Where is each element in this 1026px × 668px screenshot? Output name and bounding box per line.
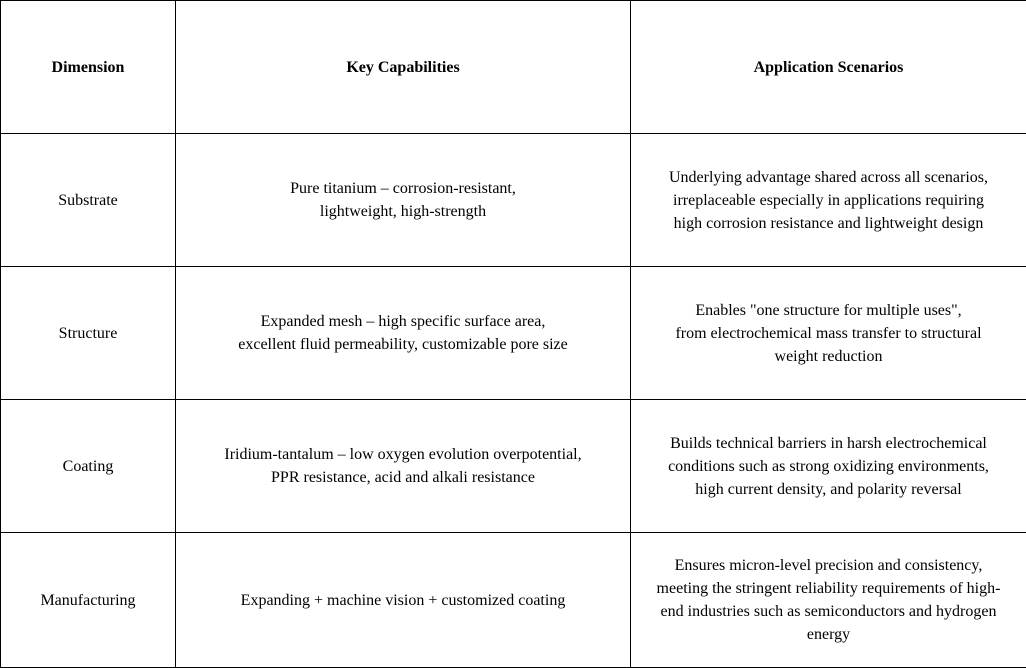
dimension-cell: Substrate: [1, 134, 176, 267]
table-row: [1, 134, 1026, 267]
capabilities-line: Iridium-tantalum – low oxygen evolution overpotential,: [182, 443, 624, 466]
table-header-row: [1, 1, 1026, 134]
dimension-cell: Coating: [1, 400, 176, 533]
capabilities-line: Expanding + machine vision + customized coating: [182, 589, 624, 612]
capabilities-cell: [176, 400, 631, 533]
scenarios-line: Underlying advantage shared across all scenarios,: [637, 166, 1020, 189]
scenarios-line: Builds technical barriers in harsh electrochemical: [637, 432, 1020, 455]
scenarios-line: meeting the stringent reliability requirements of high-: [637, 577, 1020, 600]
scenarios-line: irreplaceable especially in applications requiring: [637, 189, 1020, 212]
header-dimension: Dimension: [1, 1, 176, 134]
scenarios-line: Enables "one structure for multiple uses",: [637, 299, 1020, 322]
table-row: [1, 400, 1026, 533]
capabilities-cell: [176, 267, 631, 400]
capabilities-line: excellent fluid permeability, customizable pore size: [182, 333, 624, 356]
capabilities-line: Expanded mesh – high specific surface area,: [182, 310, 624, 333]
capabilities-line: Pure titanium – corrosion-resistant,: [182, 177, 624, 200]
scenarios-line: high current density, and polarity reversal: [637, 478, 1020, 501]
scenarios-line: end industries such as semiconductors and hydrogen: [637, 600, 1020, 623]
header-application-scenarios: Application Scenarios: [631, 1, 1026, 134]
capabilities-cell: [176, 134, 631, 267]
scenarios-line: conditions such as strong oxidizing environments,: [637, 455, 1020, 478]
scenarios-cell: [631, 533, 1026, 668]
capabilities-line: PPR resistance, acid and alkali resistance: [182, 466, 624, 489]
scenarios-cell: [631, 134, 1026, 267]
dimension-cell: Structure: [1, 267, 176, 400]
scenarios-line: energy: [637, 623, 1020, 646]
header-key-capabilities: Key Capabilities: [176, 1, 631, 134]
scenarios-cell: [631, 267, 1026, 400]
capabilities-cell: [176, 533, 631, 668]
table-row: [1, 267, 1026, 400]
table-row: [1, 533, 1026, 668]
capabilities-line: lightweight, high-strength: [182, 200, 624, 223]
scenarios-cell: [631, 400, 1026, 533]
scenarios-line: weight reduction: [637, 345, 1020, 368]
dimension-cell: Manufacturing: [1, 533, 176, 668]
scenarios-line: high corrosion resistance and lightweight design: [637, 212, 1020, 235]
scenarios-line: Ensures micron-level precision and consistency,: [637, 554, 1020, 577]
scenarios-line: from electrochemical mass transfer to structural: [637, 322, 1020, 345]
